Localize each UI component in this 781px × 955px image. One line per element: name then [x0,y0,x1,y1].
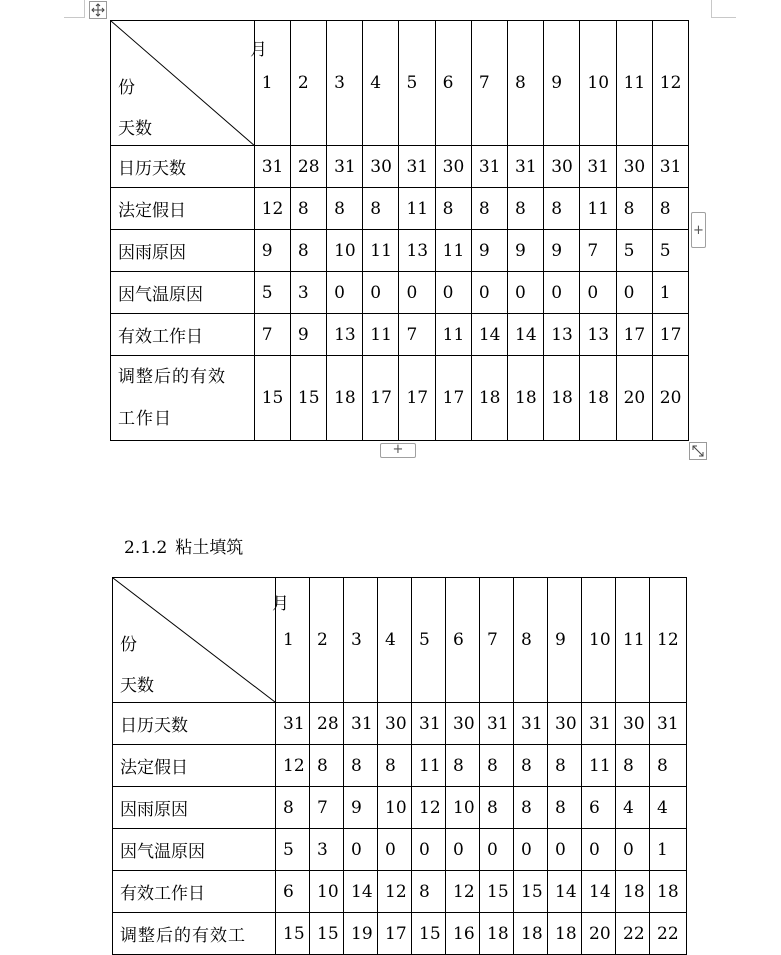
month-header: 5 [412,578,446,703]
table-cell: 0 [412,829,446,871]
table-cell: 0 [363,272,399,314]
table-cell: 18 [580,356,616,441]
table-cell: 12 [276,745,310,787]
table-cell: 31 [580,146,616,188]
month-header: 6 [446,578,480,703]
table-cell: 30 [544,146,580,188]
workdays-table-1 [110,20,689,441]
table-cell: 0 [514,829,548,871]
month-header: 8 [514,578,548,703]
table-cell: 0 [616,272,652,314]
month-header: 6 [435,21,471,146]
table-cell: 8 [652,188,688,230]
table-cell: 18 [471,356,507,441]
table-cell: 4 [616,787,650,829]
table-cell: 8 [616,745,650,787]
table-cell: 14 [548,871,582,913]
month-header: 5 [399,21,435,146]
table-cell: 12 [412,787,446,829]
table-cell: 12 [378,871,412,913]
month-header: 7 [480,578,514,703]
table-cell: 5 [254,272,290,314]
table-cell: 8 [514,787,548,829]
table-cell: 18 [480,913,514,955]
plus-icon: + [693,222,704,238]
section-number: 2.1.2 [124,538,168,558]
table-cell: 3 [290,272,326,314]
table-cell: 11 [580,188,616,230]
month-header: 1 [254,21,290,146]
table-cell: 8 [508,188,544,230]
table-cell: 9 [471,230,507,272]
table-row [111,188,689,230]
table-cell: 8 [378,745,412,787]
table-cell: 9 [344,787,378,829]
table-cell: 10 [310,871,344,913]
table-cell: 0 [508,272,544,314]
table-cell: 17 [652,314,688,356]
table-row [111,272,689,314]
resize-icon [691,444,705,458]
table-cell: 30 [363,146,399,188]
table-cell: 7 [580,230,616,272]
table-cell: 9 [290,314,326,356]
month-header: 7 [471,21,507,146]
month-header: 12 [652,21,688,146]
table-cell: 8 [446,745,480,787]
corner-header-cell [111,21,267,146]
table-cell: 1 [652,272,688,314]
table-cell: 8 [548,745,582,787]
table-cell: 0 [378,829,412,871]
table-cell: 0 [616,829,650,871]
table-cell: 0 [471,272,507,314]
table-cell: 31 [480,703,514,745]
table-cell: 31 [514,703,548,745]
table-cell: 0 [435,272,471,314]
corner-label-month-top: 月 [272,594,289,614]
table-cell: 15 [480,871,514,913]
table-row [113,745,687,787]
table-cell: 30 [548,703,582,745]
month-header: 10 [582,578,616,703]
table-cell: 8 [548,787,582,829]
workdays-table-2 [112,577,687,955]
table-cell: 13 [399,230,435,272]
table-row [113,703,687,745]
table-cell: 18 [327,356,363,441]
table-cell: 15 [412,913,446,955]
month-header: 4 [378,578,412,703]
table-cell: 14 [582,871,616,913]
table-cell: 0 [399,272,435,314]
table-cell: 5 [616,230,652,272]
table-cell: 17 [616,314,652,356]
month-header: 3 [327,21,363,146]
table-cell: 0 [480,829,514,871]
table-cell: 8 [363,188,399,230]
table-cell: 18 [514,913,548,955]
table-cell: 7 [254,314,290,356]
table-cell: 5 [652,230,688,272]
header-row [111,21,689,146]
table-cell: 11 [399,188,435,230]
table-cell: 0 [344,829,378,871]
table-cell: 30 [378,703,412,745]
table-cell: 0 [544,272,580,314]
table-move-handle[interactable] [89,1,107,19]
month-header: 11 [616,578,650,703]
table-cell: 17 [378,913,412,955]
table-cell: 19 [344,913,378,955]
table-cell: 8 [412,871,446,913]
table-cell: 10 [446,787,480,829]
table-cell: 17 [399,356,435,441]
table-cell: 31 [276,703,310,745]
table-cell: 18 [548,913,582,955]
table-cell: 8 [471,188,507,230]
table-row [113,787,687,829]
corner-label-month: 份 [118,78,135,98]
month-header: 9 [544,21,580,146]
table-cell: 0 [580,272,616,314]
table-cell: 0 [446,829,480,871]
table-cell: 17 [435,356,471,441]
add-column-button[interactable] [691,212,706,248]
table-cell: 8 [514,745,548,787]
table-cell: 31 [254,146,290,188]
table-cell: 15 [254,356,290,441]
row-label: 调整后的有效工 [113,913,276,955]
table-row [113,913,687,955]
table-cell: 30 [616,146,652,188]
table-cell: 8 [544,188,580,230]
table-cell: 18 [616,871,650,913]
table-cell: 11 [582,745,616,787]
table-cell: 15 [290,356,326,441]
table-cell: 6 [276,871,310,913]
table-cell: 22 [650,913,687,955]
table-cell: 15 [514,871,548,913]
corner-label-days: 天数 [118,119,152,139]
table-cell: 15 [276,913,310,955]
table-cell: 8 [435,188,471,230]
table-cell: 11 [435,230,471,272]
month-header: 12 [650,578,687,703]
month-header: 9 [548,578,582,703]
table-cell: 20 [616,356,652,441]
table-cell: 28 [310,703,344,745]
table-cell: 31 [652,146,688,188]
table-cell: 12 [446,871,480,913]
plus-icon: + [392,442,404,457]
table-cell: 8 [650,745,687,787]
table-cell: 1 [650,829,687,871]
table-cell: 8 [310,745,344,787]
table-row [111,314,689,356]
table-cell: 11 [412,745,446,787]
table-cell: 31 [471,146,507,188]
table-cell: 18 [650,871,687,913]
table-cell: 28 [290,146,326,188]
table-cell: 0 [582,829,616,871]
table-cell: 20 [652,356,688,441]
table-cell: 11 [363,314,399,356]
table-cell: 8 [344,745,378,787]
table-cell: 31 [327,146,363,188]
table-cell: 8 [327,188,363,230]
row-label: 有效工作日 [113,871,276,913]
move-icon [91,3,105,17]
header-row [113,578,687,703]
corner-header-cell [113,578,289,703]
table-row [111,356,689,441]
table-cell: 8 [276,787,310,829]
table-cell: 14 [508,314,544,356]
table-cell: 31 [412,703,446,745]
month-header: 4 [363,21,399,146]
table-cell: 11 [435,314,471,356]
table-cell: 11 [363,230,399,272]
table-cell: 3 [310,829,344,871]
table-cell: 9 [254,230,290,272]
table-cell: 31 [650,703,687,745]
table-cell: 18 [508,356,544,441]
table-cell: 30 [435,146,471,188]
table-cell: 13 [580,314,616,356]
table-cell: 15 [310,913,344,955]
table-cell: 31 [344,703,378,745]
row-label: 法定假日 [113,745,276,787]
table-cell: 8 [290,188,326,230]
table-cell: 8 [480,745,514,787]
table-cell: 8 [480,787,514,829]
table-cell: 16 [446,913,480,955]
table-cell: 7 [399,314,435,356]
table-cell: 17 [363,356,399,441]
table-row [111,230,689,272]
section-heading [124,533,243,558]
table-cell: 10 [378,787,412,829]
month-header: 8 [508,21,544,146]
table-cell: 22 [616,913,650,955]
table-cell: 9 [544,230,580,272]
table-cell: 30 [616,703,650,745]
table-cell: 10 [327,230,363,272]
month-header: 11 [616,21,652,146]
table-cell: 13 [544,314,580,356]
row-label: 因气温原因 [111,272,255,314]
table-cell: 7 [310,787,344,829]
table-cell: 31 [582,703,616,745]
row-label: 有效工作日 [111,314,255,356]
month-header: 2 [290,21,326,146]
table-cell: 31 [399,146,435,188]
table-row [111,146,689,188]
month-header: 10 [580,21,616,146]
row-label: 因雨原因 [113,787,276,829]
row-label-line1: 调整后的有效 [118,367,226,387]
corner-label-month-top: 月 [250,40,267,60]
table-cell: 18 [544,356,580,441]
table-cell: 4 [650,787,687,829]
table-cell: 14 [471,314,507,356]
page-corner-mark-right [711,0,736,18]
table-cell: 0 [327,272,363,314]
add-row-button[interactable] [380,443,416,458]
row-label: 法定假日 [111,188,255,230]
table-cell: 9 [508,230,544,272]
table-row [113,871,687,913]
month-header: 3 [344,578,378,703]
table-resize-handle[interactable] [689,442,707,460]
row-label-line2: 工作日 [118,409,172,429]
section-title: 粘土填筑 [175,538,244,558]
month-header: 1 [276,578,310,703]
corner-label-days: 天数 [120,676,154,696]
row-label: 日历天数 [113,703,276,745]
table-cell: 14 [344,871,378,913]
table-row [113,829,687,871]
table-cell: 8 [616,188,652,230]
table-cell: 5 [276,829,310,871]
table-cell: 6 [582,787,616,829]
corner-label-month: 份 [120,635,137,655]
row-label: 因雨原因 [111,230,255,272]
table-cell: 20 [582,913,616,955]
table-cell: 0 [548,829,582,871]
table-cell: 13 [327,314,363,356]
row-label: 因气温原因 [113,829,276,871]
month-header: 2 [310,578,344,703]
row-label [111,356,255,441]
table-cell: 30 [446,703,480,745]
page-corner-mark-left [64,0,85,18]
table-cell: 12 [254,188,290,230]
row-label: 日历天数 [111,146,255,188]
table-cell: 31 [508,146,544,188]
table-cell: 8 [290,230,326,272]
